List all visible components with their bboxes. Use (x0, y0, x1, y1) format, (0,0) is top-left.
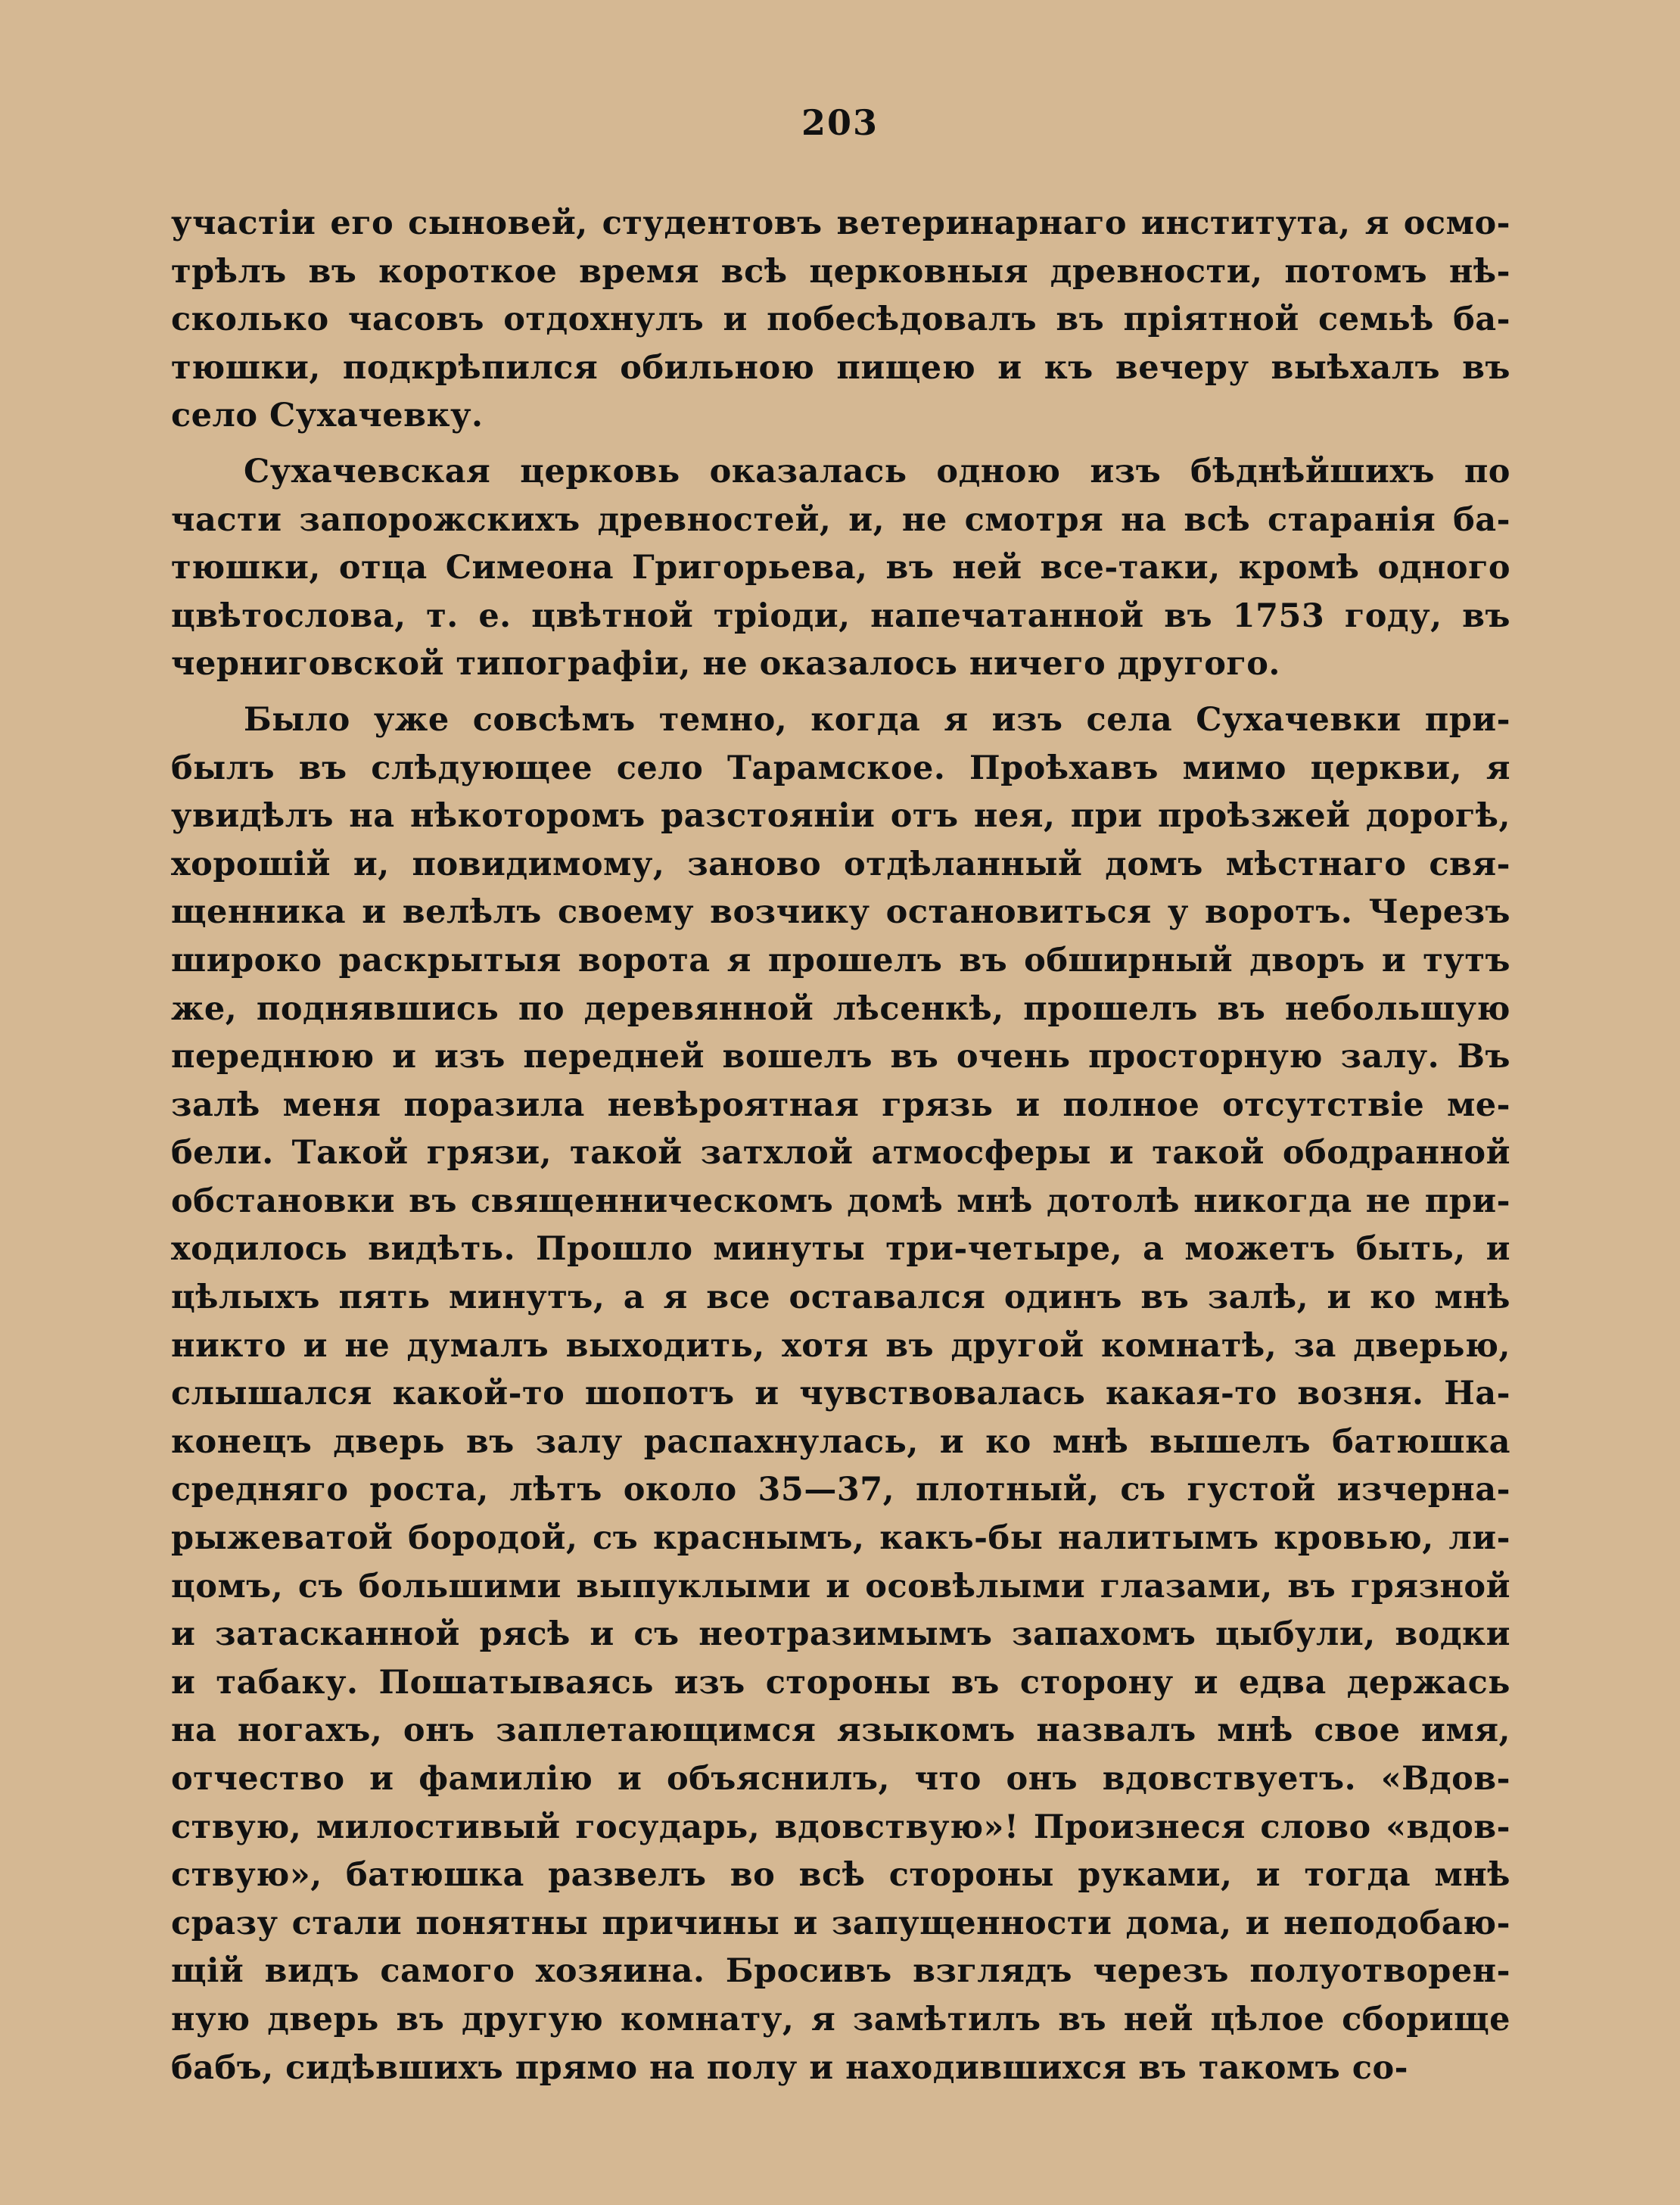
text-line: село Сухачевку. (171, 397, 484, 435)
text-line: трѣлъ въ короткое время всѣ церковныя древности, потомъ нѣ- (171, 252, 1510, 291)
text-line: цѣлыхъ пять минутъ, а я все оставался одинъ въ залѣ, и ко мнѣ (171, 1278, 1510, 1317)
text-line: и затасканной рясѣ и съ неотразимымъ запахомъ цыбули, водки (171, 1615, 1510, 1654)
text-line: тюшки, отца Симеона Григорьева, въ ней все-таки, кромѣ одного (171, 549, 1510, 587)
paragraph (171, 696, 1510, 2092)
text-line: щій видъ самого хозяина. Бросивъ взглядъ черезъ полуотворен- (171, 1952, 1510, 1991)
text-line: конецъ дверь въ залу распахнулась, и ко мнѣ вышелъ батюшка (171, 1422, 1510, 1461)
text-line: ствую, милостивый государь, вдовствую»! Произнеся слово «вдов- (171, 1808, 1510, 1846)
text-line: никто и не думалъ выходить, хотя въ другой комнатѣ, за дверью, (171, 1326, 1510, 1365)
text-line: ную дверь въ другую комнату, я замѣтилъ въ ней цѣлое сборище (171, 2000, 1510, 2038)
text-line: цвѣтослова, т. е. цвѣтной тріоди, напечатанной въ 1753 году, въ (171, 596, 1510, 635)
text-line: хорошій и, повидимому, заново отдѣланный домъ мѣстнаго свя- (171, 845, 1510, 883)
text-line: бели. Такой грязи, такой затхлой атмосферы и такой ободранной (171, 1134, 1510, 1173)
text-line: рыжеватой бородой, съ краснымъ, какъ-бы налитымъ кровью, ли- (171, 1519, 1510, 1558)
text-line: же, поднявшись по деревянной лѣсенкѣ, прошелъ въ небольшую (171, 989, 1510, 1028)
text-line: залѣ меня поразила невѣроятная грязь и полное отсутствіе ме- (171, 1085, 1510, 1124)
text-line: широко раскрытыя ворота я прошелъ въ обширный дворъ и тутъ (171, 941, 1510, 979)
text-line: ходилось видѣть. Прошло минуты три-четыре, а можетъ быть, и (171, 1230, 1510, 1269)
text-line: Было уже совсѣмъ темно, когда я изъ села Сухачевки при- (244, 700, 1510, 739)
text-line: на ногахъ, онъ заплетающимся языкомъ назвалъ мнѣ свое имя, (171, 1711, 1510, 1750)
text-line: былъ въ слѣдующее село Тарамское. Проѣхавъ мимо церкви, я (171, 749, 1510, 787)
text-line: обстановки въ священническомъ домѣ мнѣ дотолѣ никогда не при- (171, 1182, 1510, 1220)
text-line: Сухачевская церковь оказалась одною изъ бѣднѣйшихъ по (244, 452, 1510, 491)
paragraph (171, 448, 1510, 689)
text-line: бабъ, сидѣвшихъ прямо на полу и находившихся въ такомъ со- (171, 2048, 1408, 2087)
text-line: щенника и велѣлъ своему возчику остановиться у воротъ. Черезъ (171, 893, 1510, 932)
text-line: ствую», батюшка развелъ во всѣ стороны руками, и тогда мнѣ (171, 1856, 1510, 1895)
paragraph (171, 200, 1510, 441)
text-line: части запорожскихъ древностей, и, не смотря на всѣ старанія ба- (171, 500, 1510, 539)
text-line: слышался какой-то шопотъ и чувствовалась какая-то возня. На- (171, 1375, 1510, 1413)
text-line: черниговской типографіи, не оказалось ничего другого. (171, 645, 1280, 684)
text-line: тюшки, подкрѣпился обильною пищею и къ вечеру выѣхалъ въ (171, 348, 1510, 387)
text-line: средняго роста, лѣтъ около 35—37, плотный, съ густой изчерна- (171, 1471, 1510, 1509)
text-line: увидѣлъ на нѣкоторомъ разстояніи отъ нея, при проѣзжей дорогѣ, (171, 797, 1510, 836)
paragraph-gap (171, 441, 1510, 448)
text-line: участіи его сыновей, студентовъ ветеринарнаго института, я осмо- (171, 204, 1510, 242)
text-line: сразу стали понятны причины и запущенности дома, и неподобаю- (171, 1904, 1510, 1942)
text-line: сколько часовъ отдохнулъ и побесѣдовалъ въ пріятной семьѣ ба- (171, 301, 1510, 339)
text-line: отчество и фамилію и объяснилъ, что онъ вдовствуетъ. «Вдов- (171, 1760, 1510, 1798)
text-line: и табаку. Пошатываясь изъ стороны въ сторону и едва держась (171, 1663, 1510, 1702)
paragraph-gap (171, 689, 1510, 696)
text-line: цомъ, съ большими выпуклыми и осовѣлыми глазами, въ грязной (171, 1567, 1510, 1605)
text-line: переднюю и изъ передней вошелъ въ очень просторную залу. Въ (171, 1038, 1510, 1076)
body-text (171, 200, 1510, 2092)
page-number: 203 (801, 102, 879, 143)
